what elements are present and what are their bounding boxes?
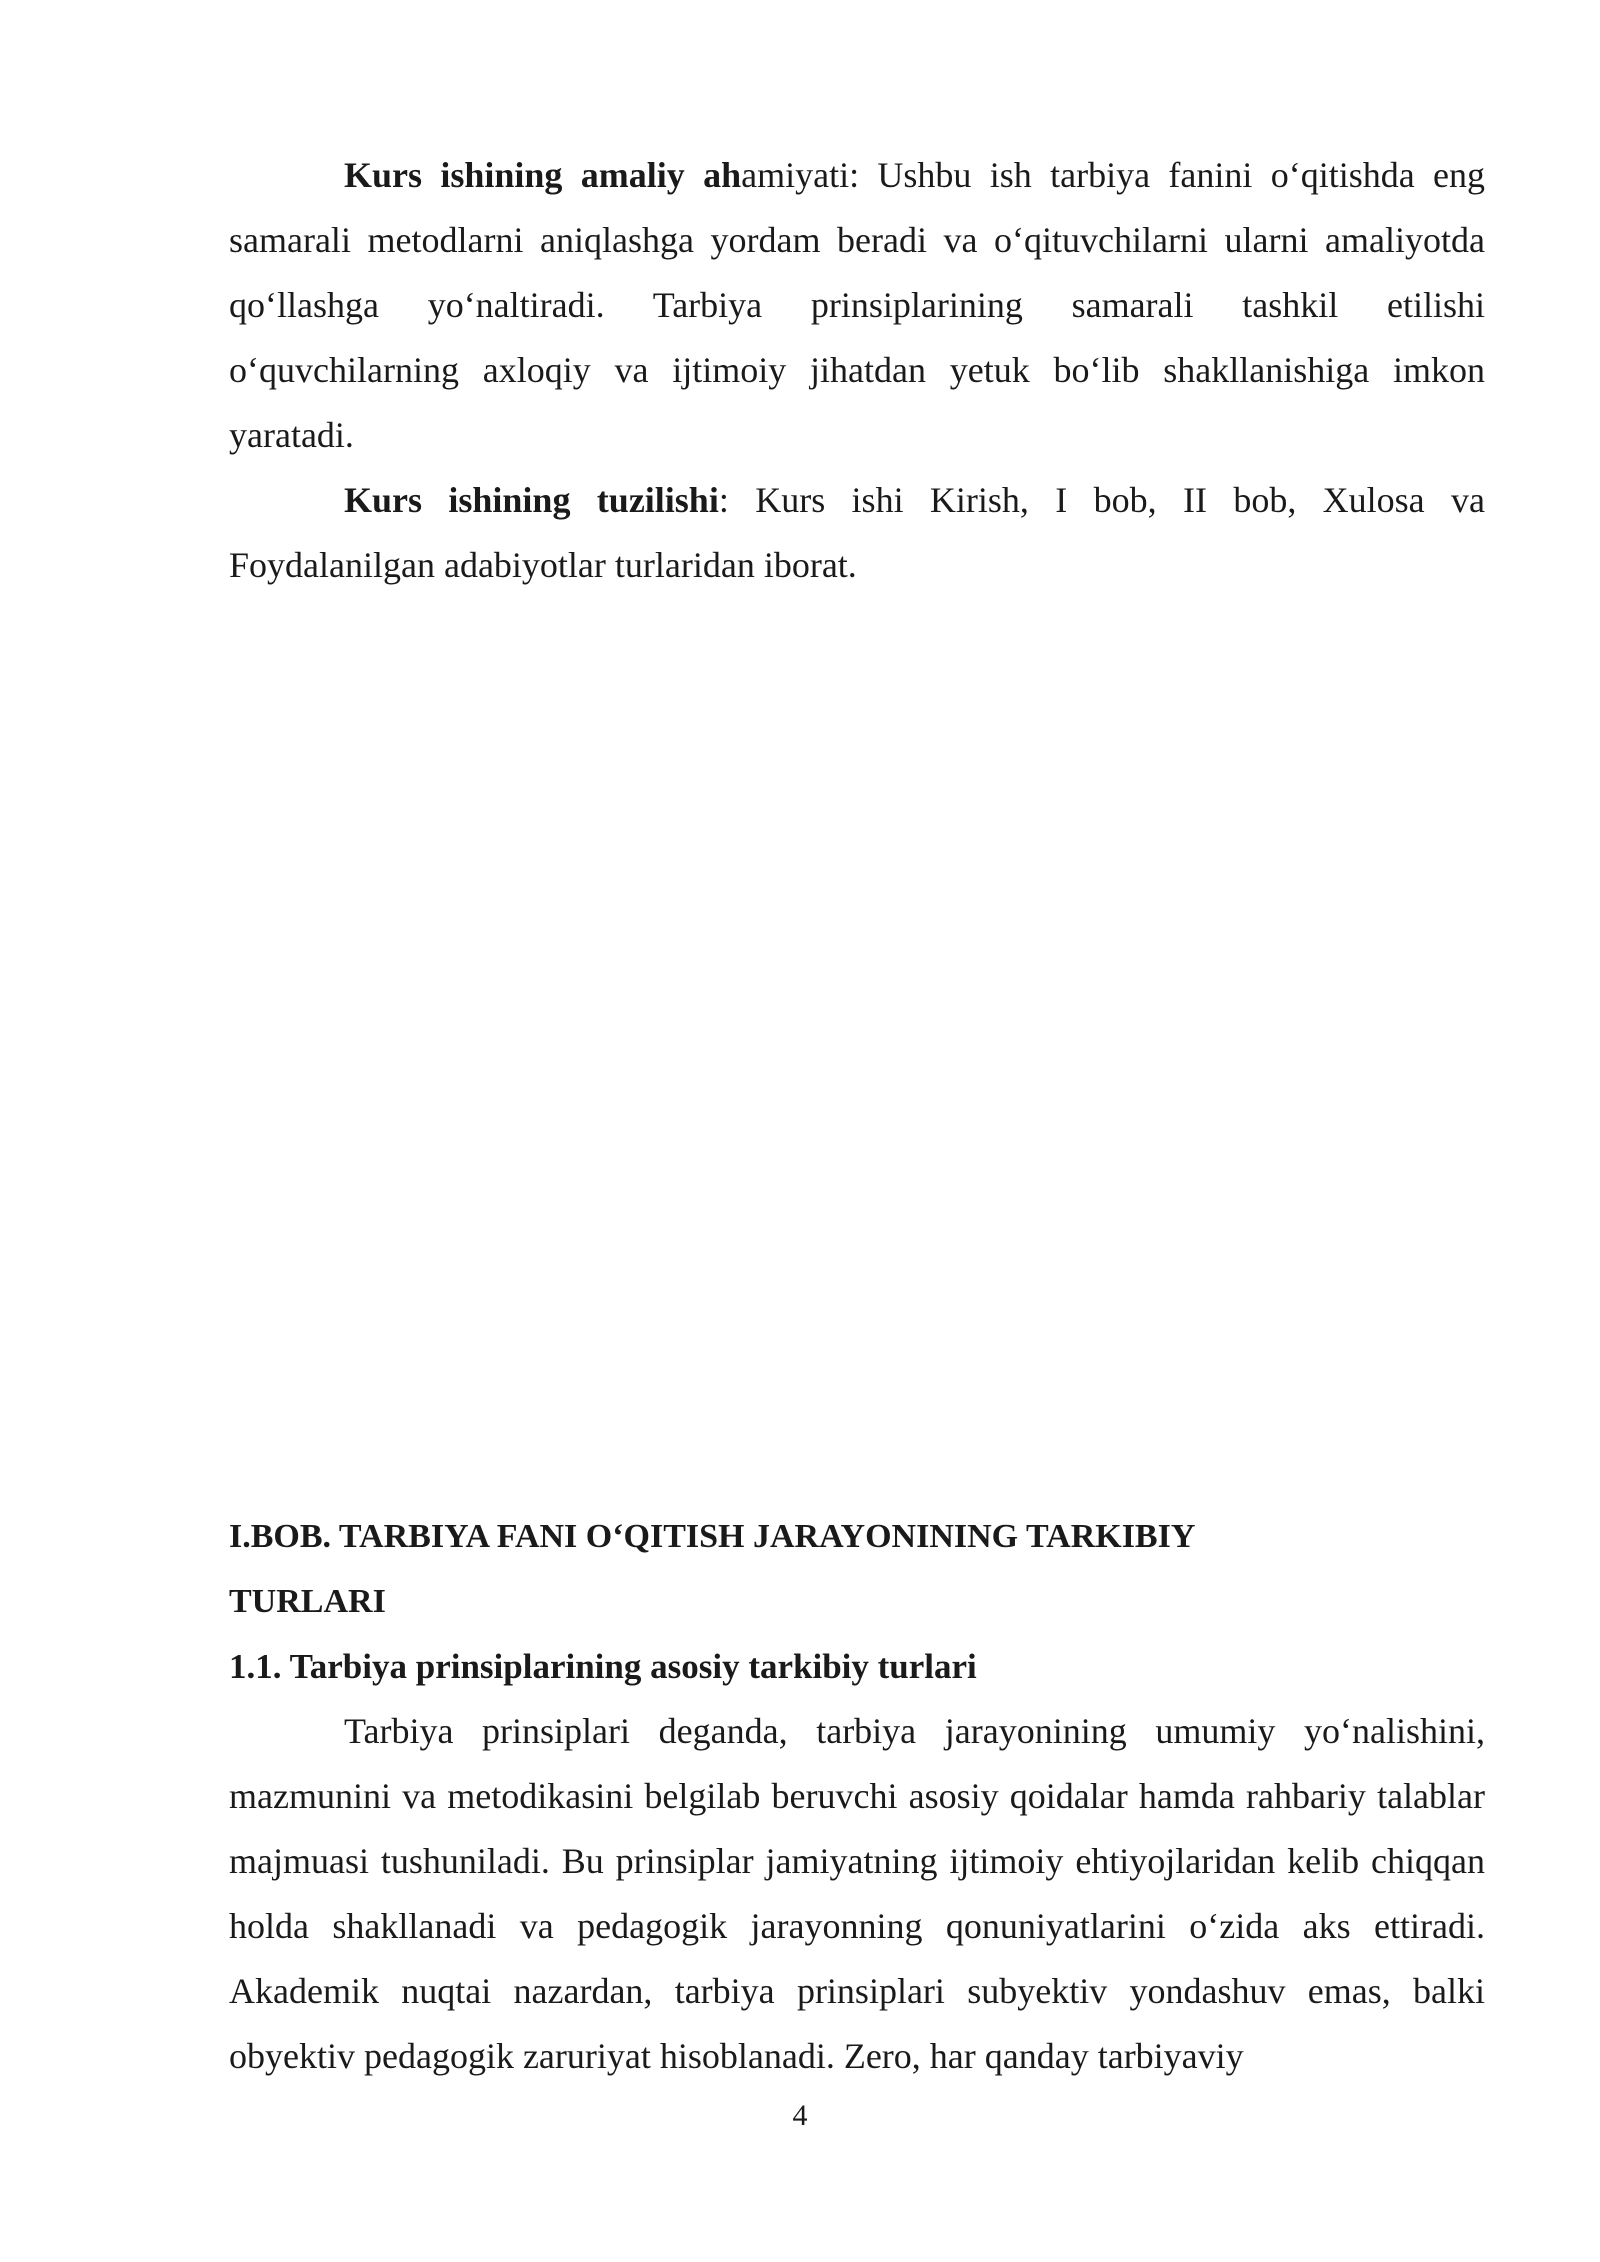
practical-significance-text: amiyati: Ushbu ish tarbiya fanini o‘qitishda eng samarali metodlarni aniqlashga yordam beradi va o‘qituvchilarni ularni amaliyotda qo‘llashga yo‘naltiradi. Tarbiya prinsiplarining samarali tashkil etilishi o‘quvchilarning axloqiy va ijtimoiy jihatdan yetuk bo‘lib shakllanishiga imkon yaratadi.	[229, 155, 1486, 455]
section-subtitle: 1.1. Tarbiya prinsiplarining asosiy tarkibiy turlari	[229, 1647, 977, 1686]
intro-section	[229, 143, 1485, 598]
structure-text: : Kurs ishi Kirish, I bob, II bob, Xulosa va Foydalanilgan adabiyotlar turlaridan iborat.	[229, 480, 1485, 585]
chapter-title: I.BOB. TARBIYA FANI O‘QITISH JARAYONINING TARKIBIY TURLARI	[229, 1518, 1195, 1620]
structure-lead: Kurs ishining tuzilishi	[344, 480, 719, 520]
structure-paragraph	[229, 468, 1485, 598]
page-number: 4	[792, 2099, 808, 2132]
practical-significance-paragraph	[229, 143, 1485, 468]
chapter-body-paragraph: Tarbiya prinsiplari deganda, tarbiya jarayonining umumiy yo‘nalishini, mazmunini va metodikasini belgilab beruvchi asosiy qoidalar hamda rahbariy talablar majmuasi tushuniladi. Bu prinsiplar jamiyatning ijtimoiy ehtiyojlaridan kelib chiqqan holda shakllanadi va pedagogik jarayonning qonuniyatlarini o‘zida aks ettiradi. Akademik nuqtai nazardan, tarbiya prinsiplari subyektiv yondashuv emas, balki obyektiv pedagogik zaruriyat hisoblanadi. Zero, har qanday tarbiyaviy	[229, 1711, 1485, 2076]
chapter-section	[229, 1504, 1485, 2089]
practical-significance-lead: Kurs ishining amaliy ah	[344, 155, 742, 195]
